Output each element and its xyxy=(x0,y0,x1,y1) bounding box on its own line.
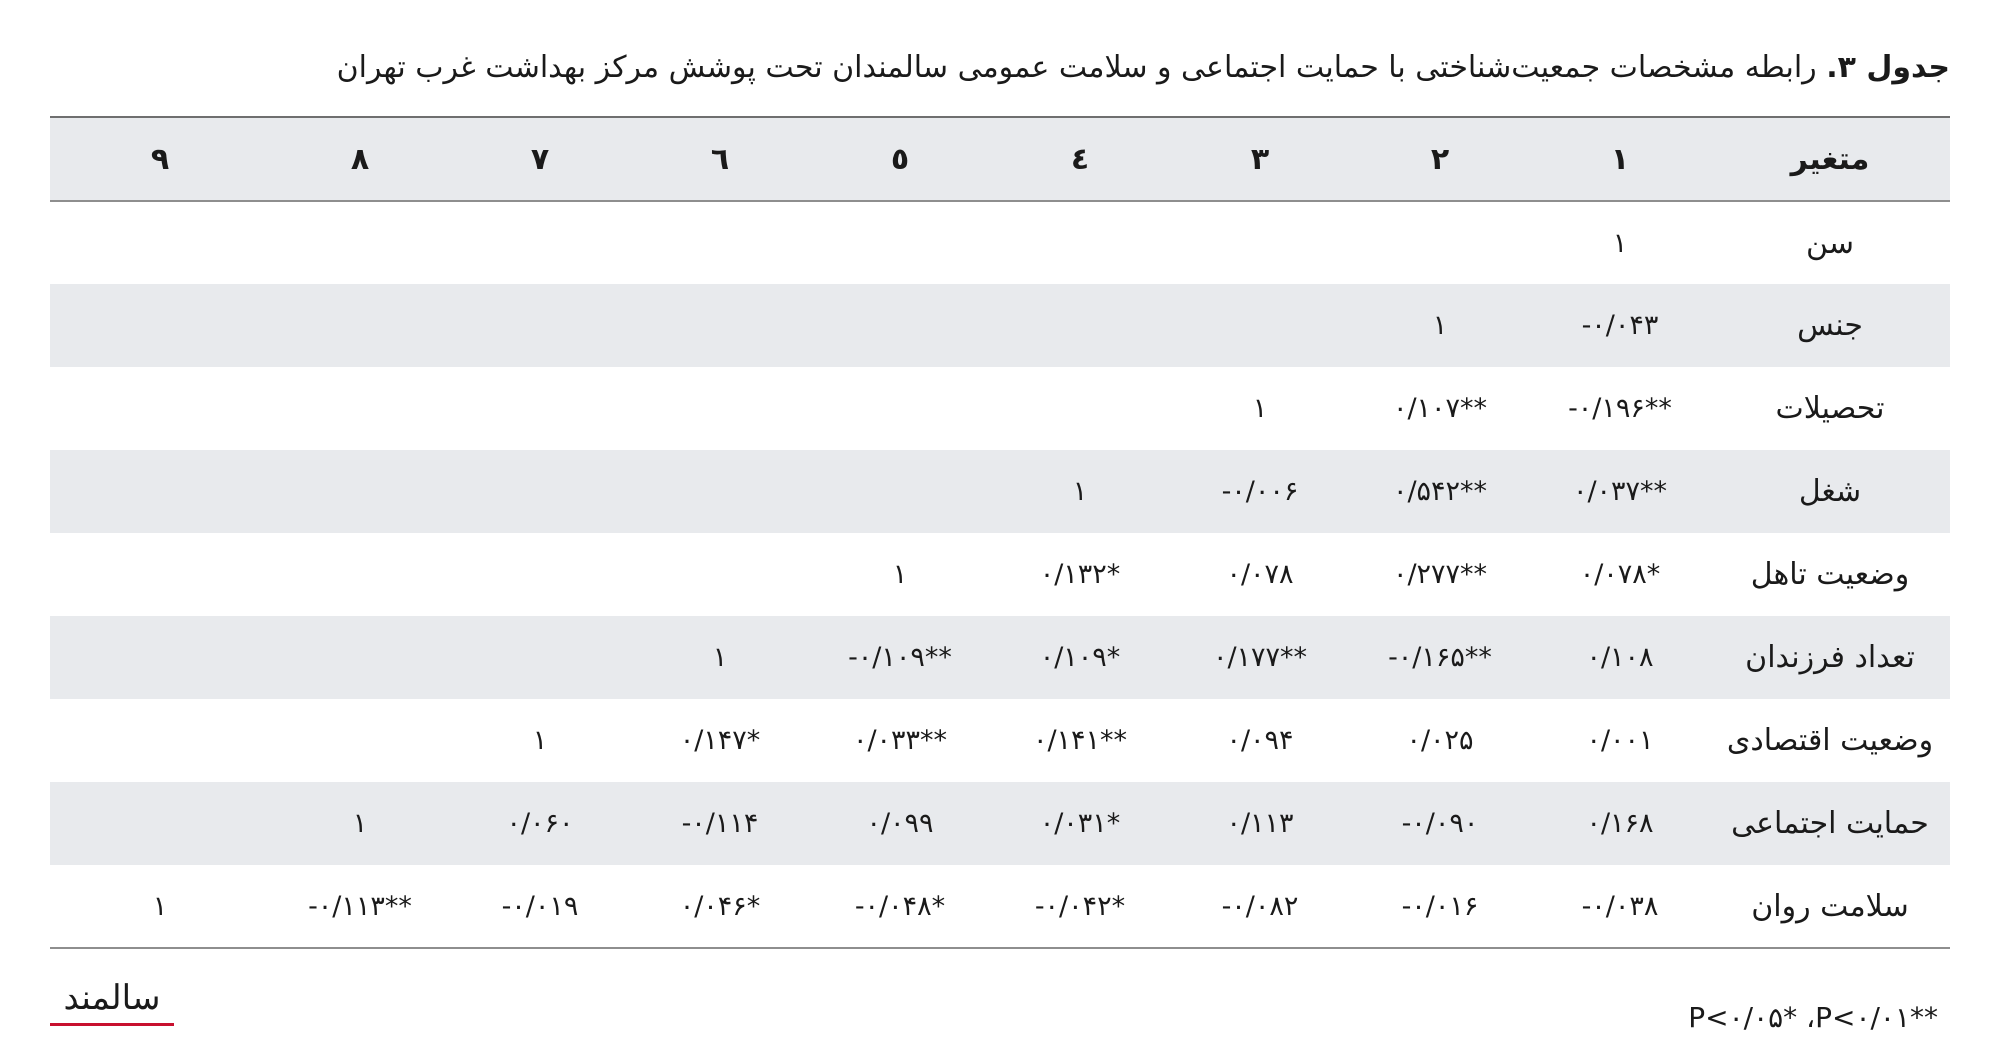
cell-value: ۰/۱۴۱** xyxy=(1032,725,1128,756)
table-cell xyxy=(50,367,270,450)
cell-value: ۰/۱۰۷** xyxy=(1392,393,1488,424)
table-cell xyxy=(1530,367,1710,450)
row-label: تعداد فرزندان xyxy=(1745,640,1915,675)
table-cell xyxy=(450,533,630,616)
table-cell xyxy=(810,533,990,616)
table-cell xyxy=(50,201,270,284)
logo-text: سالمند xyxy=(63,978,161,1018)
table-cell xyxy=(270,782,450,865)
table-body xyxy=(50,201,1950,948)
cell-value: ۰/۲۷۷** xyxy=(1392,559,1488,590)
table-cell xyxy=(1170,782,1350,865)
cell-value: ۱ xyxy=(532,725,548,756)
table-cell xyxy=(1350,699,1530,782)
table-cell xyxy=(1170,533,1350,616)
table-row xyxy=(50,782,1950,865)
table-cell xyxy=(1170,284,1350,367)
cell-value: -۰/۱۶۵** xyxy=(1388,642,1492,673)
table-cell xyxy=(270,533,450,616)
header-col-1: ۱ xyxy=(1610,141,1630,177)
table-cell xyxy=(1530,450,1710,533)
table-cell xyxy=(630,533,810,616)
table-cell xyxy=(1170,450,1350,533)
table-cell xyxy=(1170,616,1350,699)
table-cell xyxy=(270,450,450,533)
table-row xyxy=(50,450,1950,533)
table-cell xyxy=(1530,865,1710,948)
correlation-table xyxy=(50,116,1950,949)
table-cell xyxy=(450,201,630,284)
cell-value: ۰/۰۷۸* xyxy=(1579,559,1661,590)
table-cell xyxy=(270,284,450,367)
table-cell xyxy=(1530,699,1710,782)
cell-value: -۰/۰۰۶ xyxy=(1221,476,1299,507)
caption-text: رابطه مشخصات جمعیت‌شناختی با حمایت اجتماعی و سلامت عمومی سالمندان تحت پوشش مرکز بهداشت غرب تهران xyxy=(336,50,1817,85)
row-label: سلامت روان xyxy=(1751,888,1909,924)
table-cell xyxy=(810,201,990,284)
header-col-9: ۹ xyxy=(150,141,170,177)
table-cell xyxy=(50,533,270,616)
cell-value: ۰/۱۱۳ xyxy=(1226,808,1294,839)
cell-value: -۰/۰۱۹ xyxy=(501,890,579,922)
table-cell xyxy=(630,699,810,782)
table-cell xyxy=(1530,782,1710,865)
correlation-table-container xyxy=(50,116,1950,949)
table-cell xyxy=(450,699,630,782)
table-cell xyxy=(270,367,450,450)
cell-value: -۰/۱۹۶** xyxy=(1568,393,1672,424)
table-row xyxy=(50,367,1950,450)
table-cell xyxy=(1170,699,1350,782)
cell-value: -۰/۰۹۰ xyxy=(1401,808,1479,839)
table-row xyxy=(50,533,1950,616)
row-label: حمایت اجتماعی xyxy=(1731,806,1929,841)
table-cell xyxy=(990,201,1170,284)
table-cell xyxy=(630,865,810,948)
row-label: جنس xyxy=(1797,308,1863,343)
header-col-2: ۲ xyxy=(1430,141,1450,177)
cell-value: ۰/۰۴۶* xyxy=(679,890,761,922)
cell-value: -۰/۱۰۹** xyxy=(848,642,952,673)
cell-value: ۱ xyxy=(1252,393,1268,424)
cell-value: ۰/۱۷۷** xyxy=(1212,642,1308,673)
cell-value: ۰/۰۳۱* xyxy=(1039,808,1121,839)
header-col-6: ٦ xyxy=(710,141,730,177)
cell-value: ۰/۵۴۲** xyxy=(1392,476,1488,507)
cell-value: -۰/۰۱۶ xyxy=(1401,890,1479,922)
table-cell xyxy=(450,450,630,533)
row-label: تحصیلات xyxy=(1775,391,1885,426)
cell-value: ۰/۰۹۹ xyxy=(866,808,934,839)
cell-value: ۰/۰۳۷** xyxy=(1572,476,1668,507)
cell-value: ۱ xyxy=(152,890,168,922)
table-cell xyxy=(810,284,990,367)
cell-value: ۰/۰۰۱ xyxy=(1586,725,1654,756)
cell-value: ۰/۱۳۲* xyxy=(1039,559,1121,590)
cell-value: ۰/۱۴۷* xyxy=(679,725,761,756)
table-cell xyxy=(630,367,810,450)
table-cell xyxy=(50,699,270,782)
row-label: شغل xyxy=(1798,474,1862,509)
header-col-7: ۷ xyxy=(530,141,550,177)
table-cell xyxy=(1350,533,1530,616)
table-cell xyxy=(1350,367,1530,450)
table-cell xyxy=(990,284,1170,367)
header-row xyxy=(50,117,1950,201)
cell-value: ۰/۰۷۸ xyxy=(1226,559,1294,590)
cell-value: -۰/۰۴۸* xyxy=(854,890,946,922)
row-label: وضعیت اقتصادی xyxy=(1726,723,1934,758)
cell-value: -۰/۱۱۳** xyxy=(308,890,412,922)
header-variable: متغیر xyxy=(1790,141,1870,177)
table-cell xyxy=(450,367,630,450)
cell-value: -۰/۰۸۲ xyxy=(1221,890,1299,922)
table-cell xyxy=(630,201,810,284)
table-cell xyxy=(1530,201,1710,284)
table-cell xyxy=(50,865,270,948)
table-row xyxy=(50,284,1950,367)
table-cell xyxy=(270,201,450,284)
cell-value: ۰/۱۰۸ xyxy=(1586,642,1654,673)
table-cell xyxy=(990,450,1170,533)
table-cell xyxy=(1170,201,1350,284)
cell-value: ۰/۰۲۵ xyxy=(1406,725,1474,756)
table-cell xyxy=(1350,201,1530,284)
table-cell xyxy=(450,284,630,367)
table-cell xyxy=(1170,865,1350,948)
table-cell xyxy=(1350,616,1530,699)
table-cell xyxy=(810,616,990,699)
table-cell xyxy=(990,865,1170,948)
table-row xyxy=(50,699,1950,782)
table-cell xyxy=(810,865,990,948)
table-cell xyxy=(270,616,450,699)
cell-value: ۰/۰۹۴ xyxy=(1226,725,1294,756)
table-cell xyxy=(450,865,630,948)
table-cell xyxy=(990,533,1170,616)
cell-value: -۰/۱۱۴ xyxy=(681,808,759,839)
row-label: سن xyxy=(1806,225,1854,261)
table-cell xyxy=(630,782,810,865)
table-cell xyxy=(1530,533,1710,616)
table-row xyxy=(50,865,1950,948)
table-cell xyxy=(50,284,270,367)
cell-value: ۱ xyxy=(1612,227,1628,259)
table-row xyxy=(50,616,1950,699)
table-cell xyxy=(1170,367,1350,450)
table-cell xyxy=(1350,284,1530,367)
table-cell xyxy=(810,699,990,782)
table-cell xyxy=(630,616,810,699)
cell-value: ۰/۱۶۸ xyxy=(1586,808,1654,839)
table-cell xyxy=(1350,782,1530,865)
table-cell xyxy=(50,450,270,533)
header-col-4: ٤ xyxy=(1070,141,1090,177)
table-cell xyxy=(1530,616,1710,699)
cell-value: -۰/۰۴۳ xyxy=(1581,310,1659,341)
table-cell xyxy=(810,782,990,865)
table-row xyxy=(50,201,1950,284)
table-cell xyxy=(810,367,990,450)
table-cell xyxy=(270,699,450,782)
table-cell xyxy=(1530,284,1710,367)
caption-label: جدول ۳. xyxy=(1826,50,1950,85)
cell-value: ۰/۰۳۳** xyxy=(852,725,948,756)
table-cell xyxy=(50,782,270,865)
table-cell xyxy=(990,699,1170,782)
table-cell xyxy=(810,450,990,533)
cell-value: ۱ xyxy=(892,559,908,590)
cell-value: -۰/۰۳۸ xyxy=(1581,890,1659,922)
header-col-5: ٥ xyxy=(890,141,910,177)
table-cell xyxy=(1350,450,1530,533)
table-cell xyxy=(990,616,1170,699)
logo-underline xyxy=(50,1023,174,1026)
table-caption xyxy=(50,44,1950,92)
cell-value: ۱ xyxy=(712,642,728,673)
cell-value: ۰/۰۶۰ xyxy=(506,808,574,839)
cell-value: ۱ xyxy=(1072,476,1088,507)
header-col-8: ۸ xyxy=(350,141,370,177)
row-label: وضعیت تاهل xyxy=(1750,557,1910,592)
table-cell xyxy=(990,782,1170,865)
table-cell xyxy=(630,450,810,533)
table-cell xyxy=(990,367,1170,450)
table-cell xyxy=(450,616,630,699)
table-cell xyxy=(270,865,450,948)
table-cell xyxy=(50,616,270,699)
header-col-3: ۳ xyxy=(1250,141,1270,177)
table-cell xyxy=(1350,865,1530,948)
table-cell xyxy=(630,284,810,367)
significance-footnote: P<۰/۰۵* ،P<۰/۰۱** xyxy=(1688,1001,1938,1034)
cell-value: ۱ xyxy=(1432,310,1448,341)
table-cell xyxy=(450,782,630,865)
cell-value: ۱ xyxy=(352,808,368,839)
salmand-logo xyxy=(50,978,174,1028)
cell-value: ۰/۱۰۹* xyxy=(1039,642,1121,673)
cell-value: -۰/۰۴۲* xyxy=(1034,890,1126,922)
